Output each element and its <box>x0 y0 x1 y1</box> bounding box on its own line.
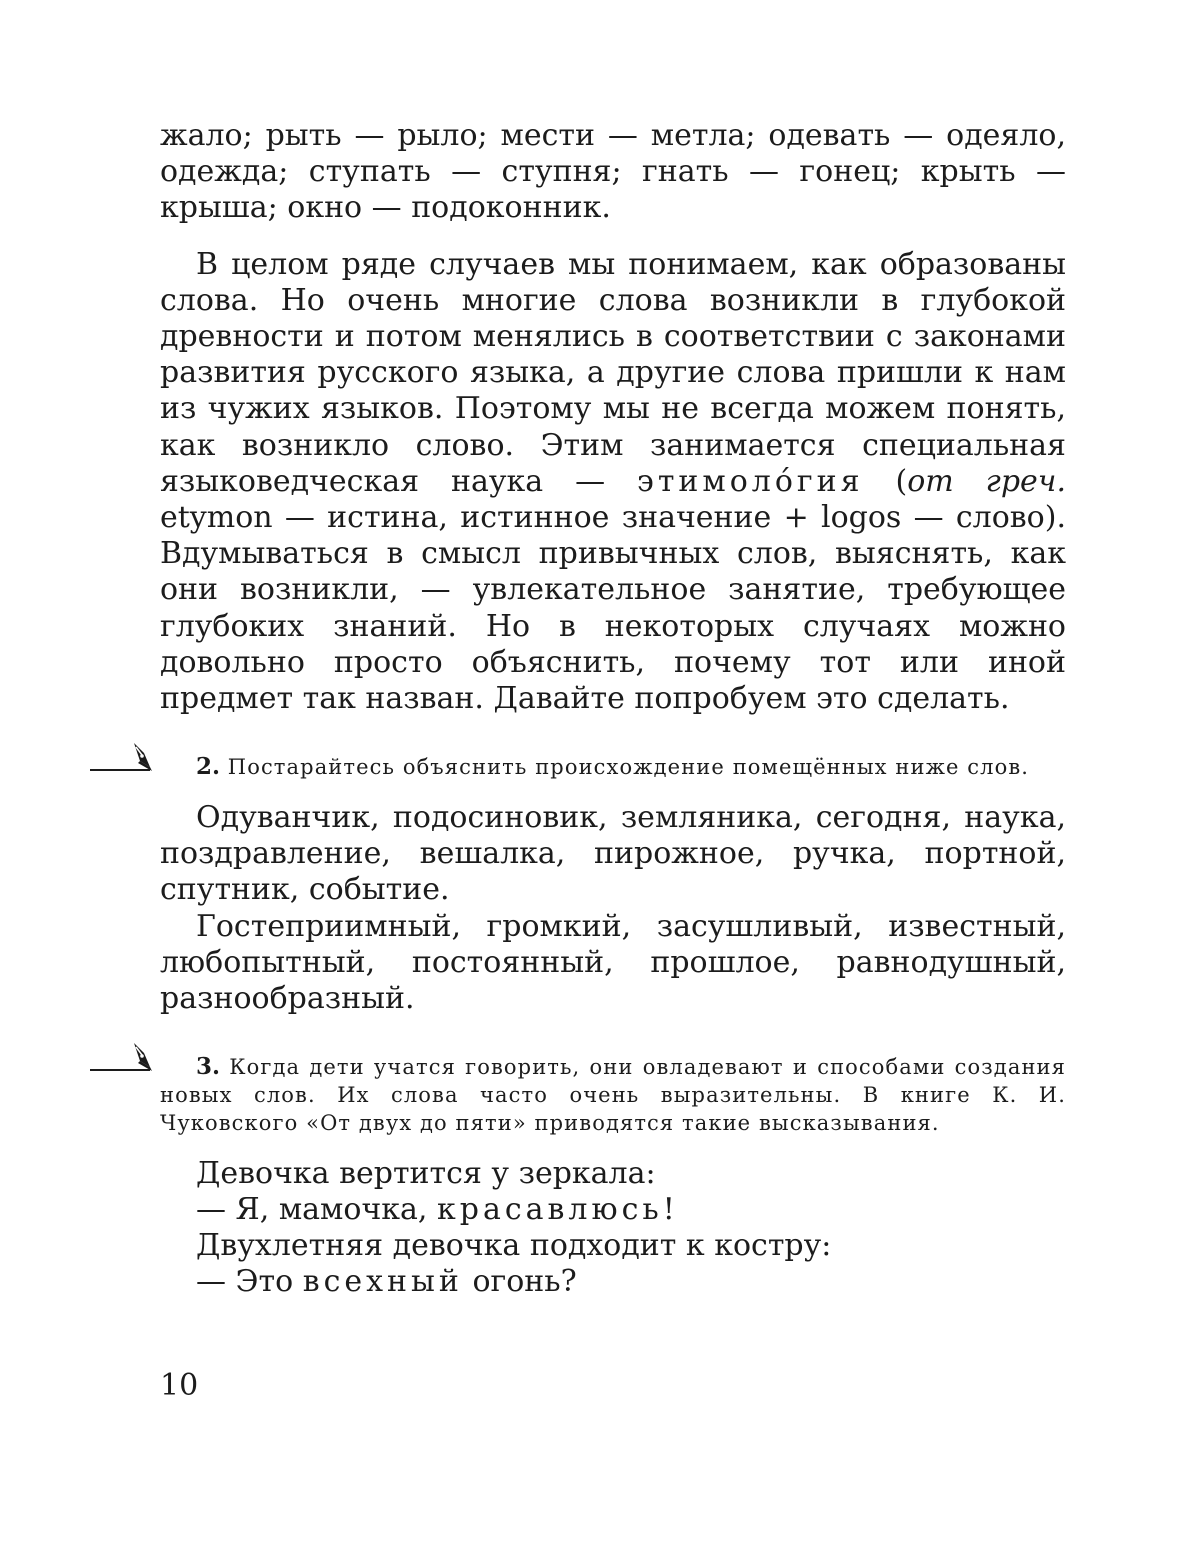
quote-line-2-end: ! <box>662 1191 675 1227</box>
quote-line-4-end: огонь? <box>462 1264 577 1300</box>
paragraph-etymology-rest: etymon — истина, истинное значение + logos — слово). Вдумываться в смысл привычных слов, выяснять, как они возникли, — увлекательное занятие, требующее глубоких знаний. Но в некоторых случаях можно довольно просто объяснить, почему тот или иной предмет так назван. Давайте попробуем это сделать. <box>160 500 1066 717</box>
page-number: 10 <box>160 1368 199 1403</box>
source-greek: от греч. <box>907 463 1066 499</box>
task-2-text: Постарайтесь объяснить происхождение помещённых ниже слов. <box>220 755 1030 780</box>
task-3-number: 3. <box>196 1053 221 1081</box>
task-2-number: 2. <box>196 753 221 781</box>
quote-line-3: Двухлетняя девочка подходит к костру: <box>196 1228 832 1264</box>
task-2-word-list-nouns: Одуванчик, подосиновик, земляника, сегодня, наука, поздравление, вешалка, пирожное, ручка, портной, спутник, событие. <box>160 800 1066 908</box>
term-etymology: этимоло́гия <box>637 463 864 499</box>
quote-line-4-start: — Это <box>196 1264 303 1300</box>
child-word-vsekhny: всехный <box>302 1264 463 1300</box>
task-2-word-list-adjectives: Гостеприимный, громкий, засушливый, известный, любопытный, постоянный, прошлое, равнодушный, разнообразный. <box>160 908 1066 1017</box>
task-marker <box>90 739 170 779</box>
task-2-instruction <box>160 753 1066 782</box>
task-3-text: Когда дети учатся говорить, они овладевают и способами создания новых слов. Их слова часто очень выразительны. В книге К. И. Чуковского «От двух до пяти» приводятся такие высказывания. <box>160 1055 1066 1135</box>
paren-open: ( <box>863 463 908 499</box>
page-content <box>160 118 1066 1300</box>
paragraph-examples: жало; рыть — рыло; мести — метла; одевать — одеяло, одежда; ступать — ступня; гнать — гонец; крыть — крыша; окно — подоконник. <box>160 118 1066 226</box>
quote-line-2 <box>160 1192 1066 1228</box>
children-quotes <box>160 1156 1066 1301</box>
task-3-instruction <box>160 1053 1066 1137</box>
pen-nib-icon <box>130 741 156 773</box>
paragraph-etymology <box>160 247 1066 718</box>
task-marker <box>90 1039 170 1079</box>
quote-line-2-start: — Я, мамочка, <box>196 1191 437 1227</box>
paragraph-etymology-start: В целом ряде случаев мы понимаем, как образованы слова. Но очень многие слова возникли в глубокой древности и потом менялись в соответствии с законами развития русского языка, а другие слова пришли к нам из чужих языков. Поэтому мы не всегда можем понять, как возникло слово. Этим занимается специальная языковедческая наука — <box>160 246 1066 499</box>
pen-nib-icon <box>130 1041 156 1073</box>
quote-line-1: Девочка вертится у зеркала: <box>196 1155 656 1191</box>
quote-line-4 <box>160 1264 1066 1300</box>
child-word-krasavlyus: красавлюсь <box>437 1191 663 1227</box>
